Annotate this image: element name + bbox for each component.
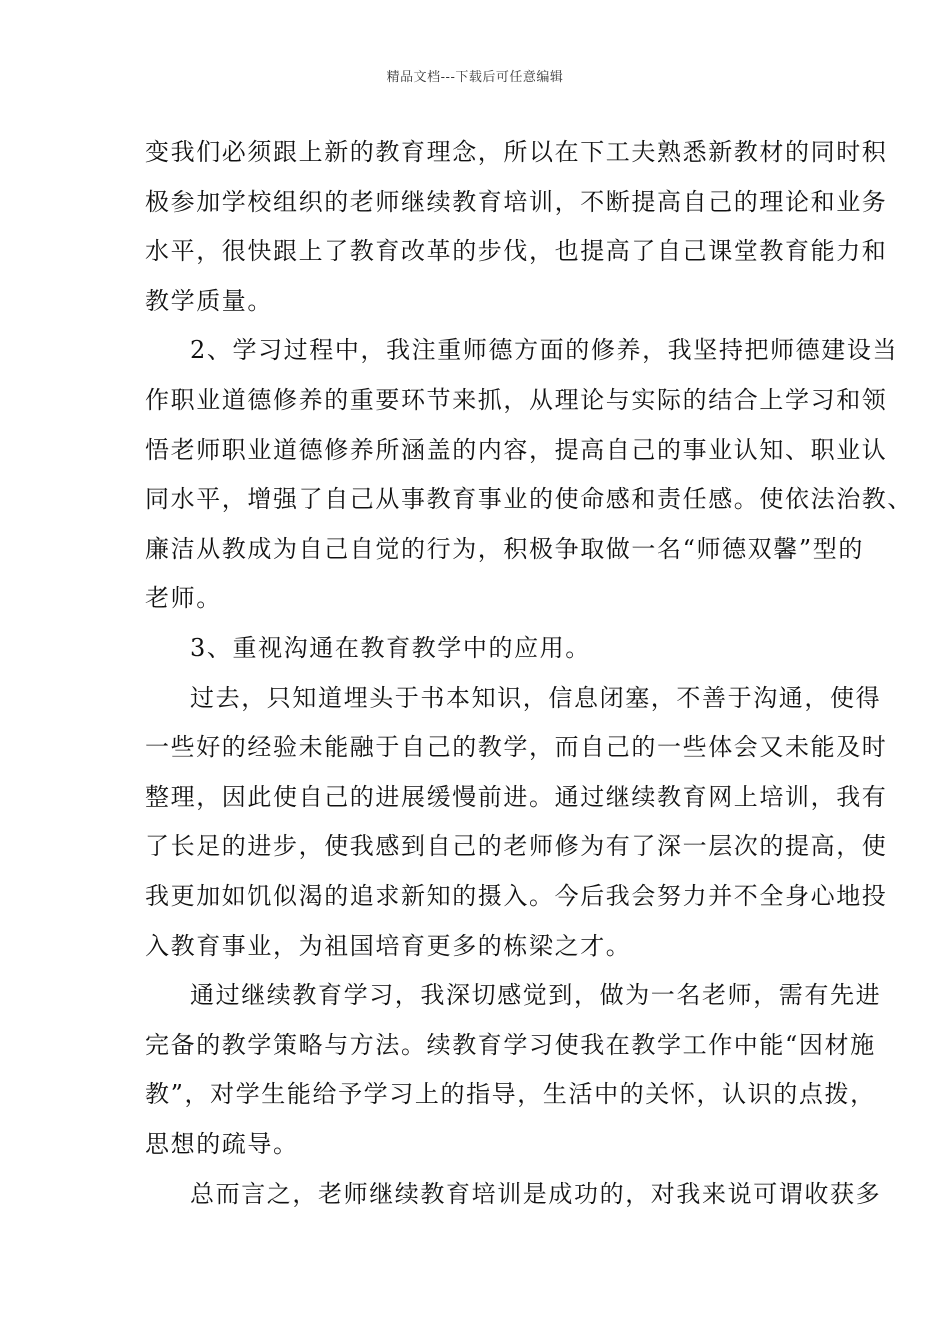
text-line: 了长足的进步，使我感到自己的老师修为有了深一层次的提高，使 [145, 832, 888, 861]
text-line: 同水平，增强了自己从事教育事业的使命感和责任感。使依法治教、 [145, 485, 913, 514]
text-line: 我更加如饥似渴的追求新知的摄入。今后我会努力并不全身心地投 [145, 882, 888, 910]
text-line: 廉洁从教成为自己自觉的行为，积极争取做一名“师德双馨”型的 [145, 534, 864, 563]
text-line: 2、学习过程中，我注重师德方面的修养，我坚持把师德建设当 [190, 336, 899, 365]
text-line: 思想的疏导。 [145, 1130, 299, 1158]
text-line: 水平，很快跟上了教育改革的步伐，也提高了自己课堂教育能力和 [145, 237, 888, 266]
text-line: 老师。 [145, 584, 222, 613]
text-line: 一些好的经验未能融于自己的教学，而自己的一些体会又未能及时 [145, 733, 888, 762]
text-line: 完备的教学策略与方法。续教育学习使我在教学工作中能“因材施 [145, 1030, 876, 1059]
text-line: 变我们必须跟上新的教育理念，所以在下工夫熟悉新教材的同时积 [145, 138, 888, 166]
page-header: 精品文档---下载后可任意编辑 [386, 70, 564, 85]
text-line: 通过继续教育学习，我深切感觉到，做为一名老师，需有先进 [190, 981, 882, 1010]
text-line: 作职业道德修养的重要环节来抓，从理论与实际的结合上学习和领 [145, 386, 888, 414]
text-line: 过去，只知道埋头于书本知识，信息闭塞，不善于沟通，使得 [190, 683, 882, 712]
text-line: 入教育事业，为祖国培育更多的栋梁之才。 [145, 931, 632, 960]
text-line: 整理，因此使自己的进展缓慢前进。通过继续教育网上培训，我有 [145, 782, 888, 811]
text-line: 教”，对学生能给予学习上的指导，生活中的关怀，认识的点拨， [145, 1080, 876, 1109]
text-line: 极参加学校组织的老师继续教育培训，不断提高自己的理论和业务 [145, 187, 888, 216]
text-line: 3、重视沟通在教育教学中的应用。 [190, 634, 591, 662]
text-line: 悟老师职业道德修养所涵盖的内容，提高自己的事业认知、职业认 [145, 435, 888, 464]
text-line: 教学质量。 [145, 286, 273, 315]
text-line: 总而言之，老师继续教育培训是成功的，对我来说可谓收获多 [190, 1179, 882, 1208]
